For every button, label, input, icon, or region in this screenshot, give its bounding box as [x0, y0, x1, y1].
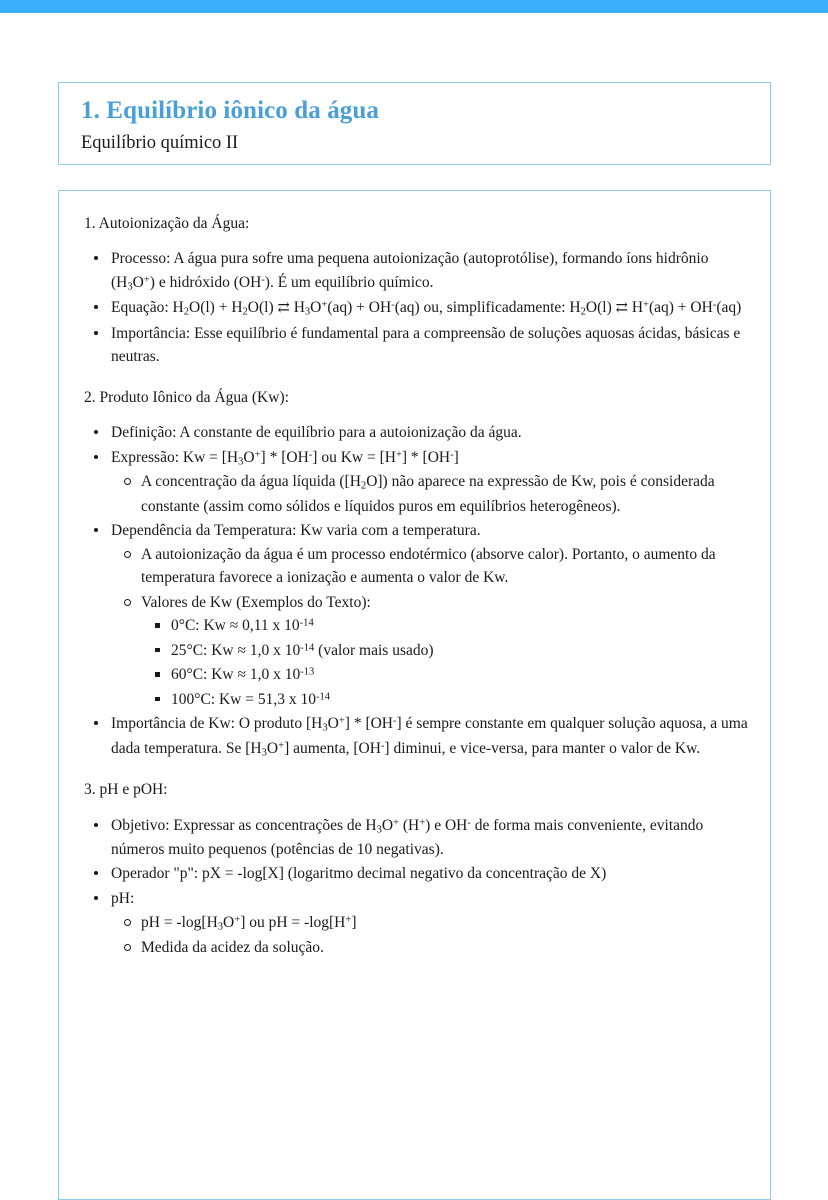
- section-heading: 3. pH e pOH:: [84, 781, 168, 799]
- bullet-list-level1: [81, 421, 748, 761]
- list-item: Objetivo: Expressar as concentrações de $H_3O^+$ (H+) e OH- de forma mais conveniente, evitando números muito pequenos (potências de 10 negativas).: [111, 814, 748, 862]
- title-panel: [58, 82, 771, 165]
- list-item: Operador "p": pX = -log[X] (logaritmo decimal negativo da concentração de X): [111, 862, 748, 886]
- list-item: Importância de Kw: O produto $[H_3O^+] * [OH^-]$ é sempre constante em qualquer solução aquosa, a uma dada temperatura. Se $[H_3O^+]$ aumenta, [OH-] diminui, e vice-versa, para manter o valor de Kw.: [111, 712, 748, 761]
- top-accent-bar: [0, 0, 828, 13]
- list-item: pH: pH = $-\log[H_3O^+]$ ou pH = -log[H+] Medida da acidez da solução.: [111, 887, 748, 959]
- list-item: A concentração da água líquida $([H_2O])$ não aparece na expressão de Kw, pois é considerada constante (assim como sólidos e líquidos puros em equilíbrios heterogêneos).: [141, 470, 748, 518]
- list-item: 25°C: Kw ≈ 1,0 x $10^{-14}$ (valor mais usado): [171, 639, 748, 663]
- list-item: Equação: $H_2O(l) + H_2O(l)$ ⇄ $H_3O^+(aq) + OH^-(aq)$ ou, simplificadamente: $H_2O(l)$ ⇄ H+(aq) + OH-(aq): [111, 296, 748, 320]
- list-item: 0°C: Kw ≈ 0,11 x $10^{-14}$: [171, 614, 748, 638]
- bullet-list-level1: [81, 814, 748, 960]
- list-item: Importância: Esse equilíbrio é fundamental para a compreensão de soluções aquosas ácidas, básicas e neutras.: [111, 322, 748, 369]
- bullet-list-level2: [111, 470, 748, 518]
- bullet-list-level2: [111, 543, 748, 712]
- list-item: pH = $-\log[H_3O^+]$ ou pH = -log[H+]: [141, 911, 748, 935]
- page-subtitle: Equilíbrio químico II: [81, 132, 239, 153]
- list-item: Processo: A água pura sofre uma pequena autoionização (autoprotólise), formando íons hidrônio $(H_3O^+)$ e hidróxido (OH-). É um equilíbrio químico.: [111, 247, 748, 295]
- list-item: Expressão: $Kw = [H_3O^+] * [OH^-]$ ou Kw = [H+] * [OH-] A concentração da água líquida $([H_2O])$ não aparece na expressão de Kw, pois é considerada constante (assim como sólidos e líquidos puros em equilíbrios heterogêneos).: [111, 446, 748, 518]
- list-item: Definição: A constante de equilíbrio para a autoionização da água.: [111, 421, 748, 445]
- section-autoionizacao: [81, 213, 748, 369]
- bullet-list-level2: [111, 911, 748, 960]
- list-item: 60°C: Kw ≈ 1,0 x $10^{-13}$: [171, 663, 748, 687]
- page-title: 1. Equilíbrio iônico da água: [81, 97, 380, 124]
- list-item: Valores de Kw (Exemplos do Texto): 0°C: Kw ≈ 0,11 x $10^{-14}$ 25°C: Kw ≈ 1,0 x $10^{-14}$ (valor mais usado) 60°C: Kw ≈ 1,0 x $10^{-13}$ 100°C: Kw = 51,3 x $10^{-14}$: [141, 591, 748, 712]
- section-heading: 2. Produto Iônico da Água (Kw):: [84, 388, 289, 406]
- section-ph-poh: [81, 779, 748, 959]
- section-heading: 1. Autoionização da Água:: [84, 215, 250, 232]
- bullet-list-level1: [81, 247, 748, 368]
- list-item: A autoionização da água é um processo endotérmico (absorve calor). Portanto, o aumento da temperatura favorece a ionização e aumenta o valor de Kw.: [141, 543, 748, 590]
- list-item: Medida da acidez da solução.: [141, 936, 748, 960]
- section-produto-ionico: [81, 387, 748, 761]
- list-item: Dependência da Temperatura: Kw varia com a temperatura. A autoionização da água é um processo endotérmico (absorve calor). Portanto, o aumento da temperatura favorece a ionização e aumenta o valor de Kw. Valores de Kw (Exemplos do Texto): 0°C: Kw ≈ 0,11 x $10^{-14}$ 25°C: Kw ≈ 1,0 x $10^{-14}$ (valor mais usado) 60°C: Kw ≈ 1,0 x $10^{-13}$ 100°C: Kw = 51,3 x $10^{-14}$: [111, 519, 748, 711]
- bullet-list-level3: [141, 614, 748, 711]
- list-item: 100°C: Kw = 51,3 x $10^{-14}$: [171, 688, 748, 712]
- content-panel: [58, 190, 771, 1200]
